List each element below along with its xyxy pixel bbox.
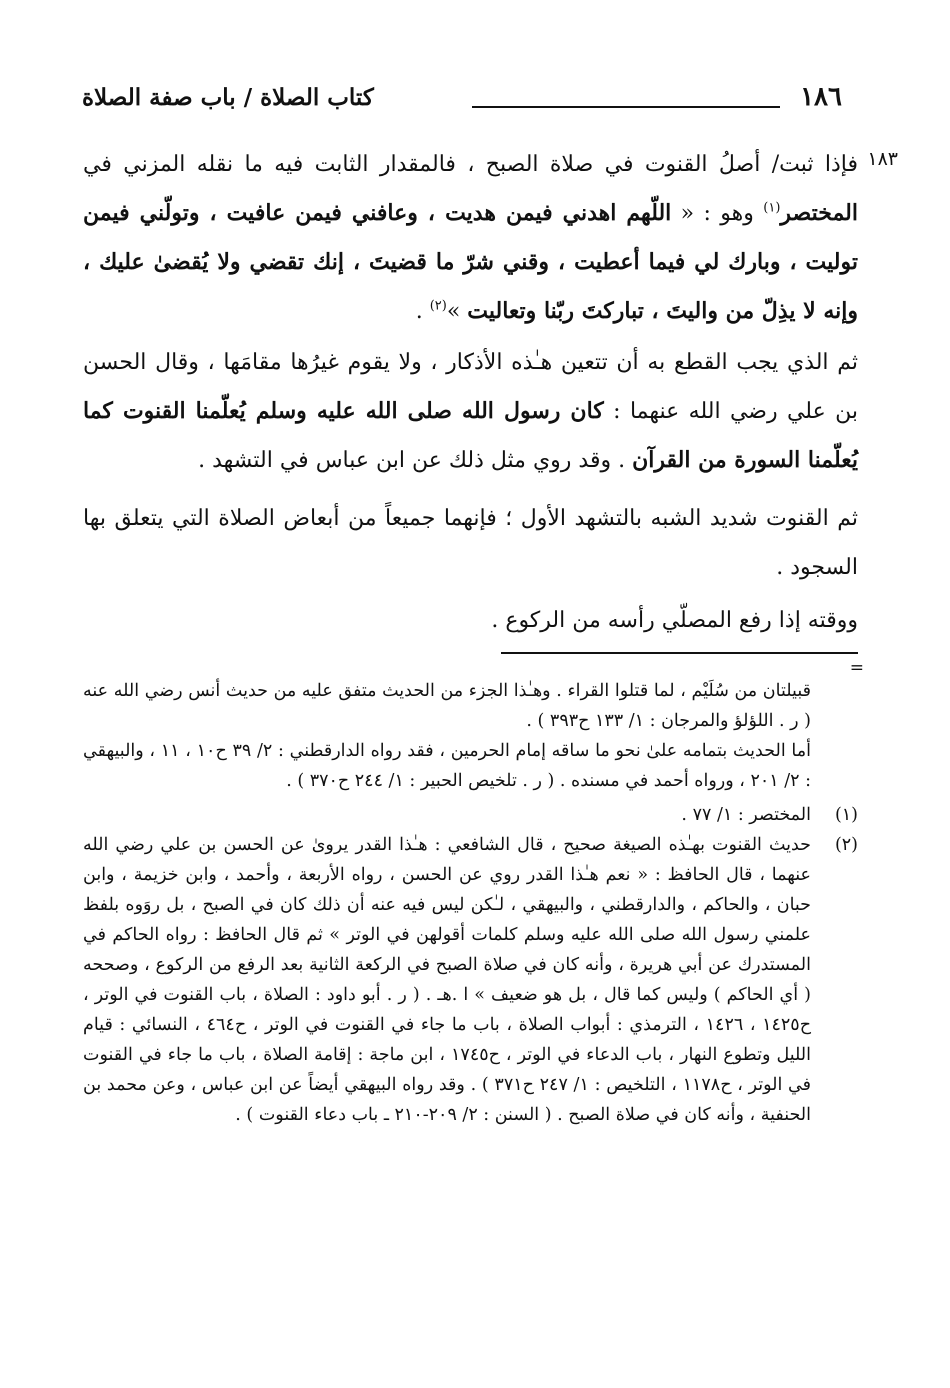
qunut-quote: اللّهم اهدني فيمن هديت ، وعافني فيمن عافيت ، وتولّني فيمن توليت ، وبارك لي فيما أعطيت ، وقني شرّ ما قضيتَ ، إنك تقضي ولا يُقضىٰ عليك ، وإنه لا يذِلّ من واليتَ ، تباركتَ ربّنا وتعاليت [83, 200, 858, 324]
footnote-continuation-2: أما الحديث بتمامه علىٰ نحو ما ساقه إمام الحرمين ، فقد رواه الدارقطني : ٢/ ٣٩ ح١٠ ، ١١ ، والبيهقي : ٢/ ٢٠١ ، ورواه أحمد في مسنده . ( ر . تلخيص الحبير : ١/ ٢٤٤ ح٣٧٠ ) . [83, 741, 812, 791]
paragraph1-end: . [415, 299, 430, 324]
paragraph1-intro: فإذا ثبت/ أصلُ القنوت في صلاة الصبح ، فالمقدار الثابت فيه ما نقله المزني في [83, 152, 858, 177]
paragraph-hasan-report [83, 338, 858, 488]
paragraph4-text: ووقته إذا رفع المصلّي رأسه من الركوع . [491, 608, 858, 633]
footnote-continuation-1: قبيلتان من سُلَيْم ، لما قتلوا القراء . وهـٰذا الجزء من الحديث متفق عليه من حديث أنس رضي الله عنه ( ر . اللؤلؤ والمرجان : ١/ ١٣٣ ح٣٩٣ ) . [83, 681, 811, 731]
footnote-continuation-mark: = [849, 658, 864, 678]
paragraph1-quote-close: » [446, 299, 468, 324]
paragraph3-text: ثم القنوت شديد الشبه بالتشهد الأول ؛ فإنهما جميعاً من أبعاض الصلاة التي يتعلق بها السجود . [83, 506, 858, 580]
page-number: ١٨٦ [800, 82, 842, 112]
footnotes-section [83, 676, 858, 1316]
footnote-ref-2[interactable]: (٢) [429, 298, 447, 314]
header-rule [472, 106, 780, 108]
paragraph1-lead: وهو : « [671, 201, 764, 226]
footnote-separator [501, 652, 858, 654]
footnote-ref-1[interactable]: (١) [763, 200, 781, 216]
footnote-marker-1: (١) [834, 805, 858, 825]
hadith-quote: كان رسول الله صلى الله عليه وسلم يُعلّمنا القنوت كما يُعلّمنا السورة من القرآن [83, 398, 858, 473]
footnote-2 [83, 830, 858, 1130]
paragraph-qunut-text [83, 140, 858, 340]
source-mukhtasar: المختصر [780, 200, 858, 226]
footnote-text-1: المختصر : ١/ ٧٧ . [681, 805, 811, 825]
paragraph-tashahhud [83, 494, 858, 592]
paragraph-timing [83, 596, 858, 646]
footnote-text-2: حديث القنوت بهـٰذه الصيغة صحيح ، قال الشافعي : هـٰذا القدر يروىٰ عن الحسن بن علي رضي الله عنهما ، قال الحافظ : « نعم هـٰذا القدر روي عن الحسن ، رواه الأربعة ، وأحمد ، وابن خزيمة ، وابن حبان ، والحاكم ، والدارقطني ، والبيهقي ، لـٰكن ليس فيه عنه أن ذلك كان في الصبح ، بل روَوه بلفظ علمني رسول الله صلى الله عليه وسلم كلمات أقولهن في الوتر » ثم قال الحافظ : رواه الحاكم في المستدرك عن أبي هريرة ، وأنه كان في صلاة الصبح في الركعة الثانية بعد الرفع من الركوع ، وصححه ( أي الحاكم ) وليس كما قال ، بل هو ضعيف » ا .هـ . ( ر . أبو داود : الصلاة ، باب القنوت في الوتر ، ح١٤٢٥ ، ١٤٢٦ ، الترمذي : أبواب الصلاة ، باب ما جاء في القنوت في الوتر ، ح٤٦٤ ، النسائي : قيام الليل وتطوع النهار ، باب الدعاء في الوتر ، ح١٧٤٥ ، ابن ماجة : إقامة الصلاة ، باب ما جاء في القنوت في الوتر ، ح١١٧٨ ، التلخيص : ١/ ٢٤٧ ح٣٧١ ) . وقد رواه البيهقي أيضاً عن ابن عباس ، وعن محمد بن الحنفية ، وأنه كان في صلاة الصبح . ( السنن : ٢/ ٢٠٩-٢١٠ ـ باب دعاء القنوت ) . [83, 835, 812, 1125]
footnote-marker-2: (٢) [834, 835, 858, 855]
running-title: كتاب الصلاة / باب صفة الصلاة [82, 84, 374, 111]
footnote-1 [83, 800, 858, 830]
paragraph2-end: . وقد روي مثل ذلك عن ابن عباس في التشهد . [198, 448, 633, 473]
page-header [82, 82, 842, 122]
paragraph2-intro: ثم الذي يجب القطع به أن تتعين هـٰذه الأذكار ، ولا يقوم غيرُها مقامَها ، وقال الحسن بن علي رضي الله عنهما : [83, 350, 858, 424]
margin-page-reference: ١٨٣ [867, 148, 898, 170]
